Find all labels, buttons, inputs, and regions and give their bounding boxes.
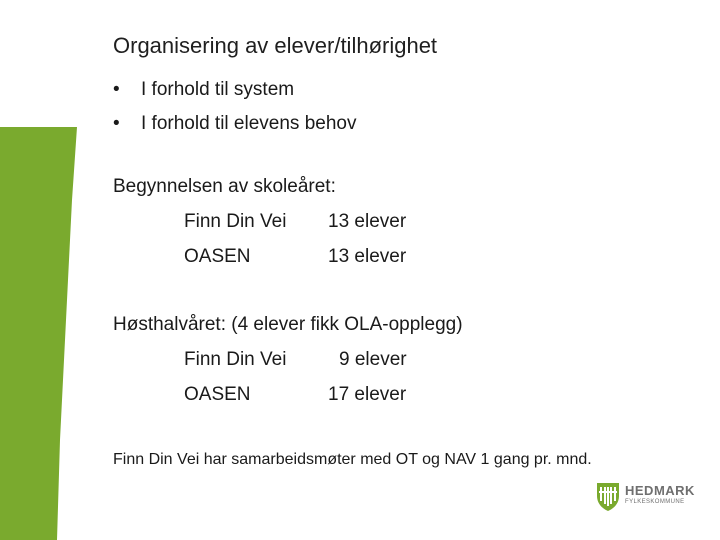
start-of-year-heading: Begynnelsen av skoleåret: [113, 176, 336, 197]
student-count: 13 elever [328, 246, 407, 267]
bullet-text: I forhold til system [141, 79, 295, 100]
bullet-dot: • [113, 79, 120, 100]
hedmark-logo [596, 482, 696, 514]
logo-name: HEDMARK [625, 483, 695, 498]
bullet-dot: • [113, 113, 120, 134]
group-name: OASEN [184, 246, 251, 267]
group-name: Finn Din Vei [184, 211, 287, 232]
logo-subtitle: FYLKESKOMMUNE [625, 499, 685, 505]
bullet-list [113, 73, 356, 141]
bullet-text: I forhold til elevens behov [141, 113, 357, 134]
group-name: OASEN [184, 384, 251, 405]
autumn-heading: Høsthalvåret: (4 elever fikk OLA-opplegg) [113, 314, 463, 335]
student-count: 9 elever [339, 349, 407, 370]
student-count: 13 elever [328, 211, 407, 232]
bullet-item [113, 73, 356, 107]
slide-title: Organisering av elever/tilhørighet [113, 33, 438, 58]
hedmark-coat-of-arms-icon [596, 482, 620, 512]
bullet-item [113, 107, 356, 141]
footnote: Finn Din Vei har samarbeidsmøter med OT og NAV 1 gang pr. mnd. [113, 451, 592, 468]
group-name: Finn Din Vei [184, 349, 287, 370]
student-count: 17 elever [328, 384, 407, 405]
